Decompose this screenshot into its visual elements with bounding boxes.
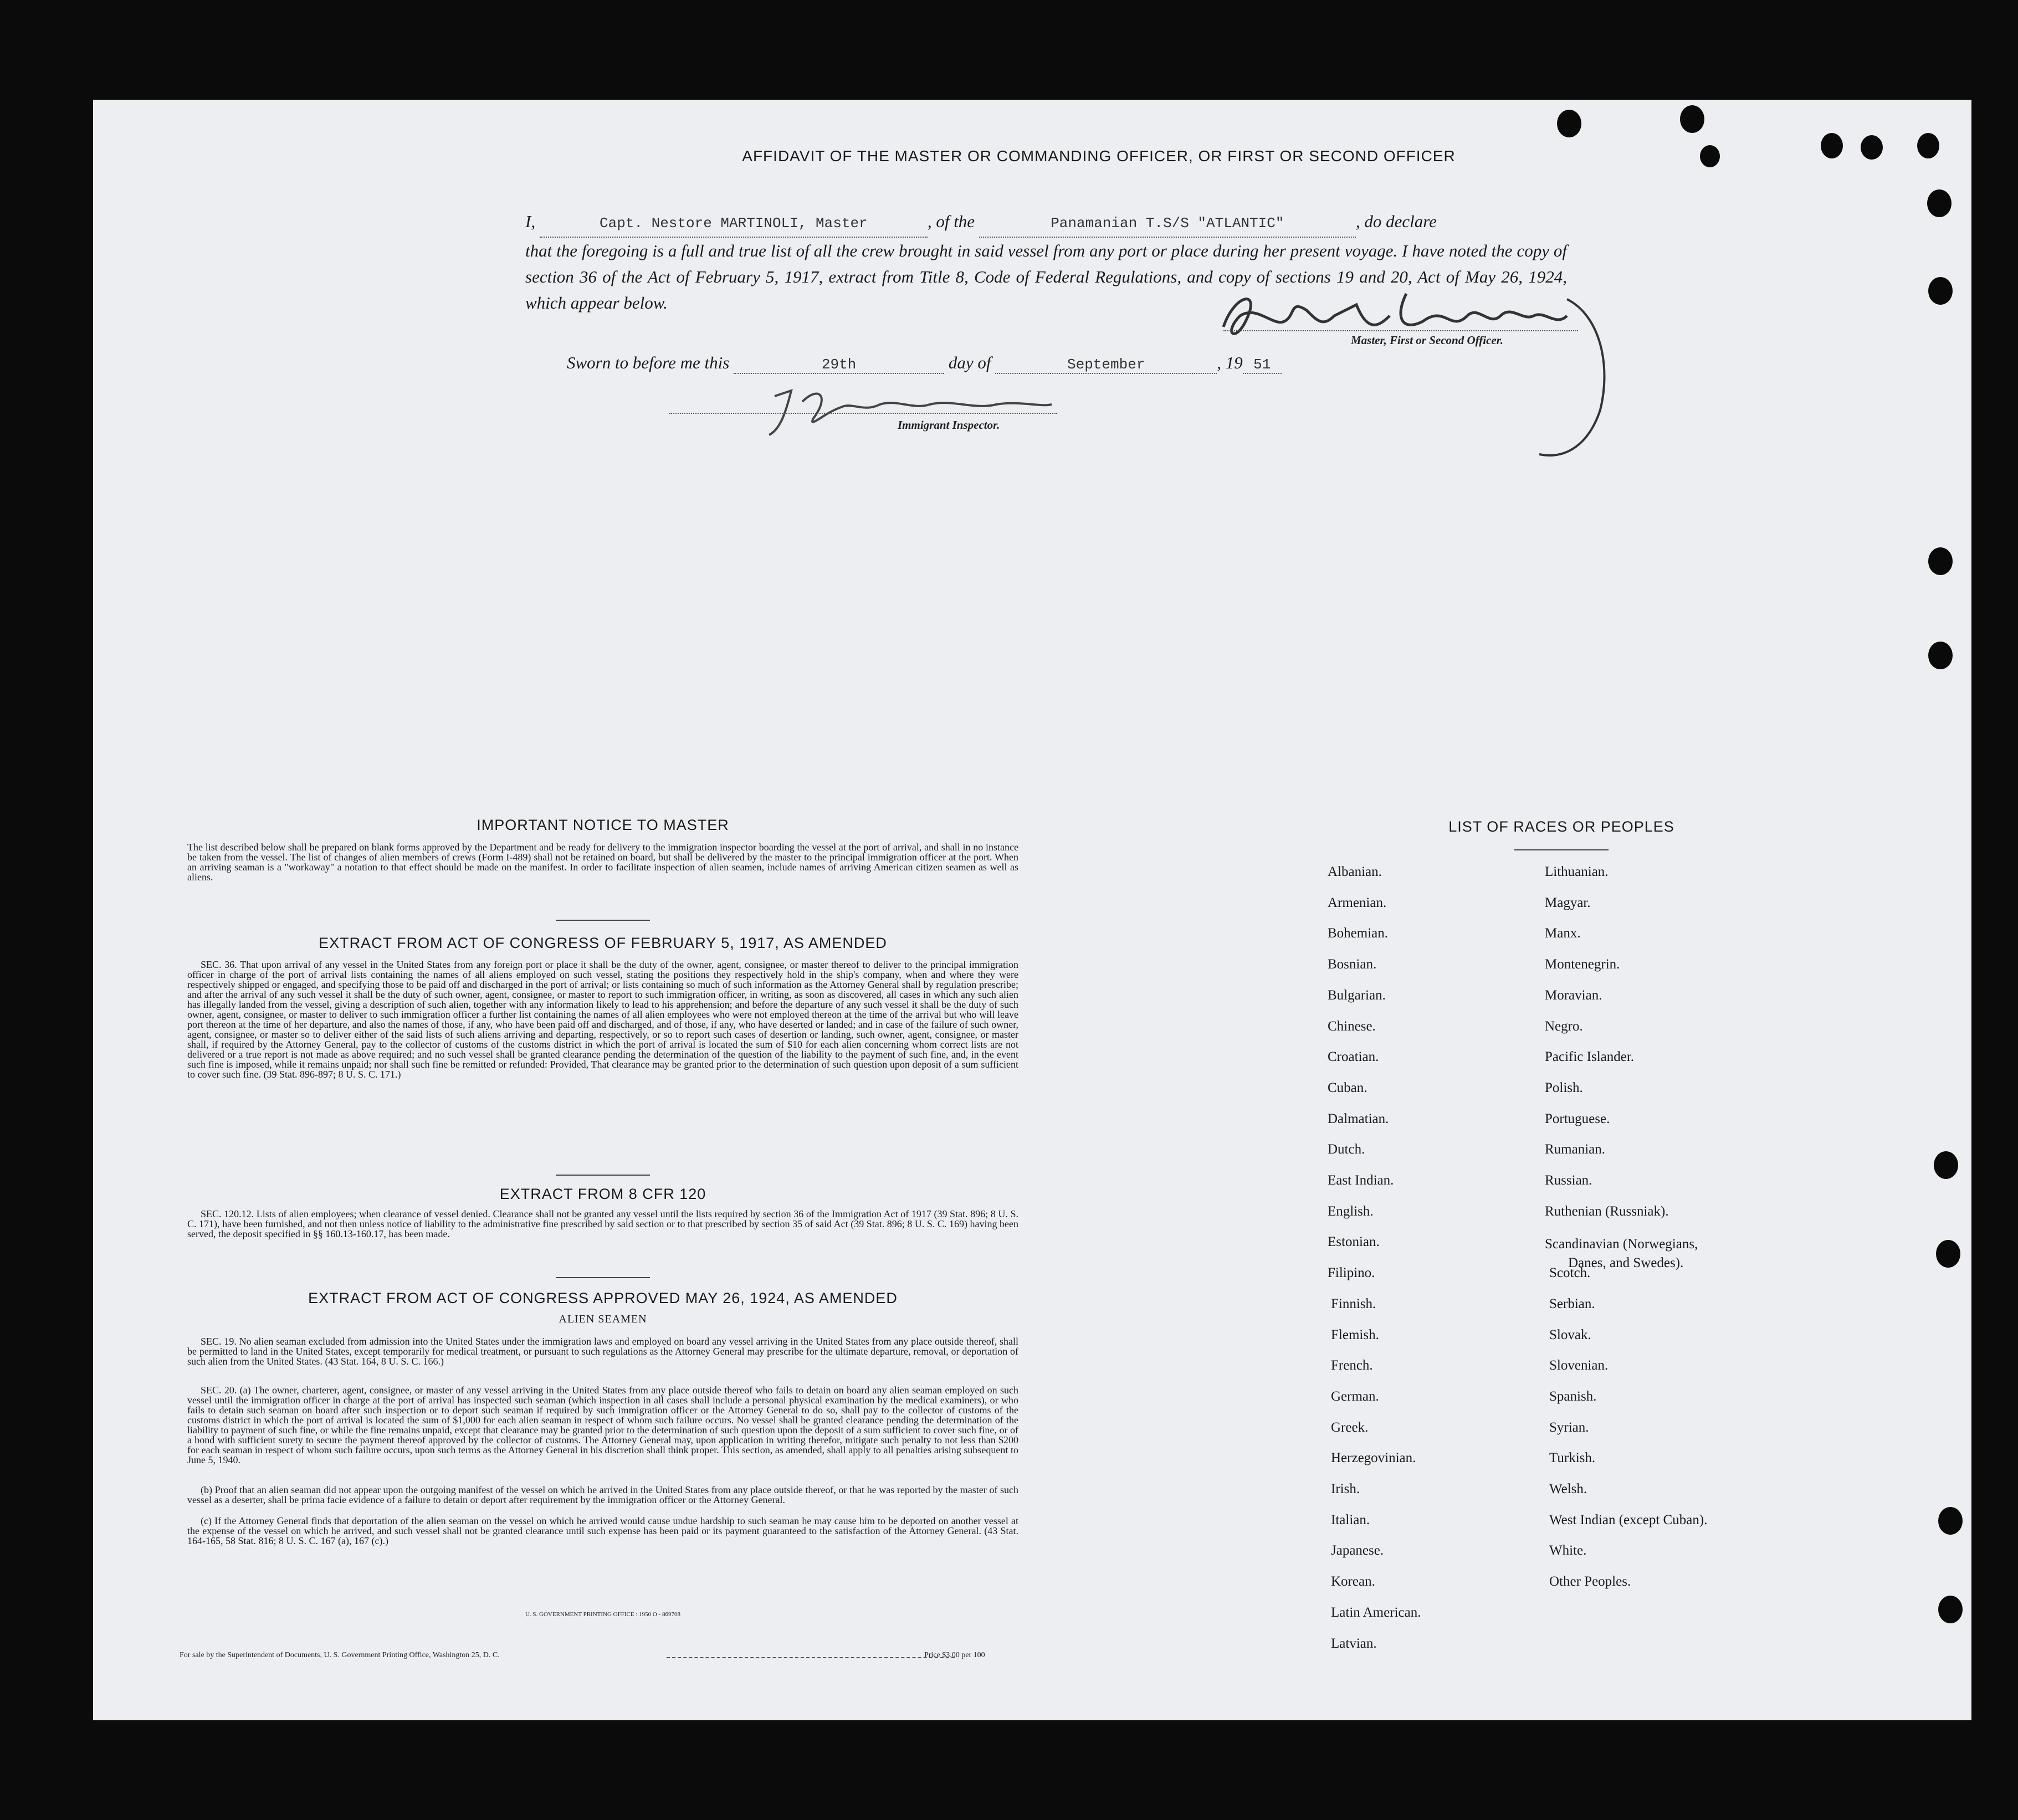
race-item: Danes, and Swedes). xyxy=(1568,1255,1684,1270)
race-item: Finnish. xyxy=(1331,1296,1376,1311)
race-item: Dalmatian. xyxy=(1328,1111,1389,1126)
footer-dash-line xyxy=(667,1657,955,1658)
divider xyxy=(556,920,650,921)
race-item: West Indian (except Cuban). xyxy=(1549,1513,1708,1527)
declaration-body: that the foregoing is a full and true list of all the crew brought in said vessel from any port or place during her present voyage. I have noted the copy of section 36 of the Act of February 5, 1917, extract from Title 8, Code of Federal Regulations, and copy of sections 19 and 20, Act of May 26, 1924, which appear below. xyxy=(525,241,1567,312)
race-item: Spanish. xyxy=(1549,1389,1597,1404)
punch-hole xyxy=(1928,277,1953,305)
race-item: Magyar. xyxy=(1545,895,1591,910)
race-item: Serbian. xyxy=(1549,1296,1595,1311)
races-title: LIST OF RACES OR PEOPLES xyxy=(1448,818,1674,835)
master-signature-line xyxy=(1223,330,1578,331)
punch-hole xyxy=(1821,133,1843,158)
divider xyxy=(556,1175,650,1176)
race-item: Herzegovinian. xyxy=(1331,1450,1416,1465)
extract-8cfr-text: SEC. 120.12. Lists of alien employees; when clearance of vessel denied. Clearance shall not be granted any vessel until the lists required by section 36 of the Immigration Act of 1917 (39 Stat. 896; 8 U. S. C. 171), have been furnished, and not then unless notice of liability to the administrative fine prescribed by said section or to that prescribed by section 35 of said Act (39 Stat. 896; 8 U. S. C. 169) having been served, the deposit specified in §§ 160.13-160.17, has been made. xyxy=(187,1208,1018,1239)
notice-title: IMPORTANT NOTICE TO MASTER xyxy=(477,817,729,833)
race-item: Dutch. xyxy=(1328,1142,1365,1157)
race-item: English. xyxy=(1328,1204,1374,1219)
master-name-field: Capt. Nestore MARTINOLI, Master xyxy=(540,211,928,238)
master-signature xyxy=(1212,283,1611,515)
race-item: Manx. xyxy=(1545,926,1581,941)
inspector-signature-line xyxy=(669,413,1057,414)
race-item: Scandinavian (Norwegians, xyxy=(1545,1237,1698,1252)
punch-hole xyxy=(1917,133,1939,158)
race-item: Japanese. xyxy=(1331,1543,1384,1558)
punch-hole xyxy=(1934,1151,1958,1179)
race-item: Ruthenian (Russniak). xyxy=(1545,1204,1669,1219)
punch-hole xyxy=(1700,145,1720,167)
race-item: Estonian. xyxy=(1328,1234,1380,1249)
race-item: Rumanian. xyxy=(1545,1142,1606,1157)
race-item: Lithuanian. xyxy=(1545,864,1609,879)
race-item: Filipino. xyxy=(1328,1265,1375,1280)
extract-8cfr-title: EXTRACT FROM 8 CFR 120 xyxy=(499,1186,706,1202)
notice-text: The list described below shall be prepared on blank forms approved by the Department and be ready for delivery to the immigration inspector boarding the vessel at the port of arrival, and shall in no instance be taken from the vessel. The list of changes of alien members of crews (Form I-489) shall not be retained on board, but shall be delivered by the master to the principal immigration officer at the port. When an arriving seaman is a "workaway" a notation to that effect should be made on the manifest. In order to facilitate inspection of alien seamen, include names of arriving American citizen seamen as well as aliens. xyxy=(187,842,1018,883)
race-item: German. xyxy=(1331,1389,1379,1404)
race-item: Latin American. xyxy=(1331,1605,1421,1620)
race-item: Russian. xyxy=(1545,1173,1592,1188)
race-item: Irish. xyxy=(1331,1481,1360,1496)
punch-hole xyxy=(1938,1507,1963,1535)
footer-sale-text: For sale by the Superintendent of Documents, U. S. Government Printing Office, Washington 25, D. C. xyxy=(180,1651,500,1659)
race-item: Croatian. xyxy=(1328,1049,1379,1064)
race-item: Portuguese. xyxy=(1545,1111,1610,1126)
extract-1917-text: SEC. 36. That upon arrival of any vessel in the United States from any foreign port or place it shall be the duty of the owner, agent, consignee, or master thereof to deliver to the principal immigration officer in charge of the port of arrival lists containing the names of all aliens employed on such vessel, stating the positions they respectively hold in the ship's company, when and where they were respectively shipped or engaged, and specifying those to be paid off and discharged in the port of arrival; or lists containing so much of such information as the Attorney General shall by regulation prescribe; and after the arrival of any such vessel it shall be the duty of such owner, agent, consignee, or master to report to such immigration officer, in writing, as soon as discovered, all cases in which any such alien has illegally landed from the vessel, giving a description of such alien, together with any information likely to lead to his apprehension; and before the departure of any such vessel it shall be the duty of such owner, agent, consignee, or master to deliver to such immigration officer a further list containing the names of all alien employees who were not employed thereon at the time of the arrival but who will leave port thereon at the time of her departure, and also the names of those, if any, who have been paid off and discharged, and of those, if any, who have deserted or landed; and in case of the failure of such owner, agent, consignee, or master so to deliver either of the said lists of such aliens arriving and departing, respectively, or so to report such cases of desertion or landing, such owner, agent, consignee, or master shall, if required by the Attorney General, pay to the collector of customs of the customs district in which the port of arrival is located the sum of $10 for each alien concerning whom correct lists are not delivered or a true report is not made as above required; and no such vessel shall be granted clearance pending the determination of the question of the liability to the payment of such fine, and, in the event such fine is imposed, while it remains unpaid; nor shall such fine be remitted or refunded: Provided, That clearance may be granted prior to the determination of such question upon deposit of a sum sufficient to cover such fine. (39 Stat. 896-897; 8 U. S. C. 171.) xyxy=(187,959,1018,1080)
race-item: Montenegrin. xyxy=(1545,957,1620,972)
race-item: Pacific Islander. xyxy=(1545,1049,1635,1064)
inspector-label: Immigrant Inspector. xyxy=(898,418,1000,432)
punch-hole xyxy=(1936,1240,1960,1268)
race-item: Armenian. xyxy=(1328,895,1387,910)
divider xyxy=(556,1277,650,1278)
vessel-name-field: Panamanian T.S/S "ATLANTIC" xyxy=(979,211,1356,238)
punch-hole xyxy=(1928,642,1953,669)
race-item: Slovenian. xyxy=(1549,1358,1609,1373)
punch-hole xyxy=(1680,105,1704,133)
affidavit-title: AFFIDAVIT OF THE MASTER OR COMMANDING OFFICER, OR FIRST OR SECOND OFFICER xyxy=(742,147,1456,165)
race-item: Slovak. xyxy=(1549,1327,1591,1342)
race-item: Chinese. xyxy=(1328,1019,1376,1034)
race-item: Albanian. xyxy=(1328,864,1382,879)
race-item: Bosnian. xyxy=(1328,957,1377,972)
extract-1917-title: EXTRACT FROM ACT OF CONGRESS OF FEBRUARY 5, 1917, AS AMENDED xyxy=(319,935,887,951)
race-item: Moravian. xyxy=(1545,988,1602,1003)
extract-1924-subtitle: ALIEN SEAMEN xyxy=(559,1313,647,1325)
race-item: Greek. xyxy=(1331,1420,1369,1435)
punch-hole xyxy=(1861,135,1883,160)
extract-1924-sec20c: (c) If the Attorney General finds that deportation of the alien seaman on the vessel on which he arrived would cause undue hardship to such seaman he may cause him to be deported on another vessel at the expense of the vessel on which he arrived, and such vessel shall not be granted clearance until such expense has been paid or its payment guaranteed to the satisfaction of the Attorney General. (43 Stat. 164-165, 58 Stat. 816; 8 U. S. C. 167 (a), 167 (c).) xyxy=(187,1515,1018,1546)
races-left-column xyxy=(1328,864,1538,1756)
race-item: East Indian. xyxy=(1328,1173,1394,1188)
race-item: Welsh. xyxy=(1549,1481,1587,1496)
race-item: White. xyxy=(1549,1543,1587,1558)
race-item: Syrian. xyxy=(1549,1420,1589,1435)
race-item: Cuban. xyxy=(1328,1080,1367,1095)
sworn-statement: Sworn to before me this 29th day of September , 19 51 xyxy=(567,353,1453,374)
declaration-first-line: I, Capt. Nestore MARTINOLI, Master , of the Panamanian T.S/S "ATLANTIC" , do declare xyxy=(525,208,1678,238)
punch-hole xyxy=(1557,110,1581,137)
punch-hole xyxy=(1928,547,1953,575)
extract-1924-title: EXTRACT FROM ACT OF CONGRESS APPROVED MAY 26, 1924, AS AMENDED xyxy=(308,1290,898,1306)
race-item: Latvian. xyxy=(1331,1636,1377,1651)
race-item: Bulgarian. xyxy=(1328,988,1386,1003)
races-divider xyxy=(1514,849,1609,850)
punch-hole xyxy=(1938,1596,1963,1623)
printer-line: U. S. GOVERNMENT PRINTING OFFICE : 1950 O - 869708 xyxy=(525,1611,680,1618)
race-item: Flemish. xyxy=(1331,1327,1379,1342)
race-item: Bohemian. xyxy=(1328,926,1389,941)
races-right-column xyxy=(1545,864,1877,1756)
race-item: Italian. xyxy=(1331,1513,1370,1527)
race-item: Polish. xyxy=(1545,1080,1583,1095)
extract-1924-sec20b: (b) Proof that an alien seaman did not appear upon the outgoing manifest of the vessel on which he arrived in the United States from any place outside thereof, or that he was reported by the master of such vessel as a deserter, shall be prima facie evidence of a failure to detain or deport after requirement by the immigration officer or the Attorney General. xyxy=(187,1484,1018,1505)
race-item: Korean. xyxy=(1331,1574,1375,1589)
sworn-month-field: September xyxy=(995,356,1217,374)
race-item: Scotch. xyxy=(1549,1265,1591,1280)
footer-price: Price $3.00 per 100 xyxy=(924,1651,985,1659)
master-signature-label: Master, First or Second Officer. xyxy=(1351,334,1503,347)
extract-1924-sec20a: SEC. 20. (a) The owner, charterer, agent, consignee, or master of any vessel arriving in the United States from any place outside thereof who fails to detain on board any alien seaman employed on such vessel until the immigration officer in charge at the port of arrival has inspected such seaman (which inspection in all cases shall include a personal physical examination by the medical examiners), or who fails to detain such seaman on board after such inspection or to deport such seaman if required by such immigration officer or the Attorney General to do so, shall pay to the collector of customs of the customs district in which the port of arrival is located the sum of $1,000 for each alien seaman in respect of whom such failure occurs. No vessel shall be granted clearance pending the determination of the liability to payment of such fine, or while the fine remains unpaid, except that clearance may be granted prior to the determination of such question upon the deposit of a sum sufficient to cover such fine, or of a bond with sufficient surety to secure the payment thereof approved by the collector of customs. The Attorney General may, upon application in writing therefor, mitigate such penalty to not less than $200 for each seaman in respect of whom such failure occurs, upon such terms as the Attorney General in his discretion shall think proper. This section, as amended, shall apply to all penalties arising subsequent to June 5, 1940. xyxy=(187,1385,1018,1465)
sworn-year-field: 51 xyxy=(1243,356,1282,374)
race-item: Other Peoples. xyxy=(1549,1574,1631,1589)
race-item: French. xyxy=(1331,1358,1373,1373)
punch-hole xyxy=(1927,189,1952,217)
extract-1924-sec19: SEC. 19. No alien seaman excluded from admission into the United States under the immigration laws and employed on board any vessel arriving in the United States from any place outside thereof, shall be permitted to land in the United States, except temporarily for medical treatment, or pursuant to such regulations as the Attorney General may prescribe for the ultimate departure, removal, or deportation of such alien from the United States. (43 Stat. 164, 8 U. S. C. 166.) xyxy=(187,1336,1018,1367)
sworn-day-field: 29th xyxy=(734,356,944,374)
document-page xyxy=(93,100,1971,1720)
race-item: Negro. xyxy=(1545,1019,1583,1034)
race-item: Turkish. xyxy=(1549,1450,1596,1465)
